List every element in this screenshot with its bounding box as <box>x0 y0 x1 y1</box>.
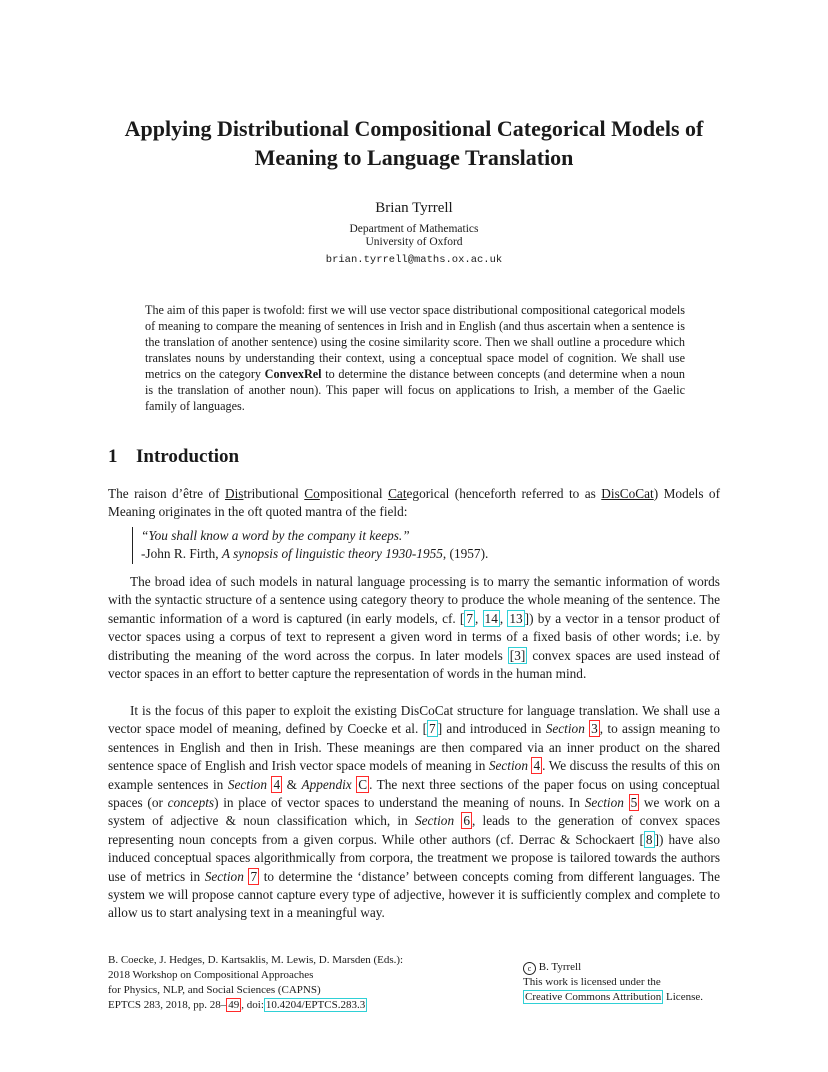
text-run: & <box>282 776 302 792</box>
text-run: ) in place of vector spaces to understand the meaning of nouns. In <box>214 795 585 811</box>
title-line-2: Meaning to Language Translation <box>254 145 574 170</box>
text-run: ) Models of Meaning originates in the oft quoted mantra of the field: <box>108 486 721 520</box>
section-word: Section <box>488 758 528 774</box>
paragraph-2 <box>108 573 720 683</box>
text-run: The broad idea of such models in natural language processing is to marry the semantic information of words with the syntactic structure of a sentence using category theory to produce the whole meaning of the sentence. The semantic information of a word is captured (in early models, cf. [ <box>108 574 720 626</box>
section-ref-link[interactable]: 6 <box>463 813 470 829</box>
license-link[interactable]: Creative Commons Attribution <box>525 991 662 1003</box>
text-run: ]) by a vector in a tensor product of vector spaces using a corpus of text to represent a given word in terms of a fixed basis of other words; i.e. by distributing the meaning of the word across the corpus. In later models <box>108 610 720 663</box>
affiliation <box>0 223 828 249</box>
text-run: , doi: <box>241 999 264 1011</box>
section-heading <box>108 446 239 468</box>
university: University of Oxford <box>365 236 463 248</box>
editors-line: B. Coecke, J. Hedges, D. Kartsaklis, M. Lewis, D. Marsden (Eds.): <box>108 954 404 966</box>
text-run: , leads to the generation of convex spaces representing noun concepts from a given corpus. While other authors (cf. Derrac & Schockaert [ <box>108 813 720 847</box>
section-ref-link[interactable]: 7 <box>250 868 258 884</box>
license-line-2 <box>523 990 763 1005</box>
attr-author: -John R. Firth, <box>141 546 222 562</box>
attr-year: , (1957). <box>442 546 489 562</box>
text-run: to determine the ‘distance’ between concepts coming from different languages. The system we will propose cannot capture every type of adjective, however it is sufficiently complex and complete to allow us to start analysing text in a meaningful way. <box>108 868 720 921</box>
section-ref-link[interactable]: 4 <box>273 776 281 792</box>
text-run: . The next three sections of the paper focus on using conceptual spaces (or <box>108 776 720 811</box>
publication-info <box>108 953 428 1013</box>
text-run: , <box>499 610 508 626</box>
text-run: ] and introduced in <box>437 721 546 737</box>
appendix-word: Appendix <box>301 776 352 792</box>
text-run: we work on a system of adjective & noun classification which, in <box>108 795 721 829</box>
department: Department of Mathematics <box>349 223 479 235</box>
copyright-line <box>523 960 763 975</box>
copyright-icon: c <box>523 962 536 975</box>
quote-text: “You shall know a word by the company it keeps.” <box>141 528 410 543</box>
text-run: EPTCS 283, 2018, pp. 28– <box>108 999 227 1011</box>
section-word: Section <box>414 813 455 829</box>
copyright-holder: B. Tyrrell <box>538 961 582 973</box>
author-email[interactable]: brian.tyrrell@maths.ox.ac.uk <box>325 254 503 266</box>
last-page-link[interactable]: 49 <box>228 999 240 1011</box>
citation-link[interactable]: 8 <box>645 831 653 847</box>
text-run: tributional <box>243 486 305 501</box>
appendix-ref-link[interactable]: C <box>358 776 368 792</box>
paper-title <box>60 114 768 172</box>
quote-attribution <box>141 545 701 563</box>
abstract-part-1: The aim of this paper is twofold: first we will use vector space distributional compositional categorical models of meaning to compare the meaning of sentences in Irish and in English (and thus ascertain when a sentence is the translation of another sentence) using the cosine similarity score. Then we shall outline a procedure which translates nouns by understanding their context, using a conceptual space model of cognition. We shall use metrics on the category <box>145 303 685 381</box>
title-line-1: Applying Distributional Compositional Categorical Models of <box>124 116 704 141</box>
citation-link[interactable]: 14 <box>484 610 498 626</box>
text-run: ]) have also induced conceptual spaces algorithmically from corpora, the treatment we propose is tailored towards the authors use of metrics in <box>108 831 720 884</box>
underlined-discocat: DisCoCat <box>601 486 654 501</box>
text-run: egorical (henceforth referred to as <box>406 486 602 501</box>
text-run: The raison d’être of <box>108 486 225 501</box>
underlined-co: Co <box>304 486 320 501</box>
section-word: Section <box>584 795 624 811</box>
section-ref-link[interactable]: 5 <box>630 795 638 811</box>
eptcs-line <box>108 998 428 1013</box>
citation-link[interactable]: 7 <box>466 610 474 626</box>
abstract-part-2: to determine the distance between concepts (and determine when a noun is the translation of another noun). This paper will focus on applications to Irish, a member of the Gaelic family of languages. <box>145 367 685 413</box>
attr-title: A synopsis of linguistic theory 1930-1955 <box>221 546 443 562</box>
workshop-line: 2018 Workshop on Compositional Approaches <box>108 969 314 981</box>
underlined-dis: Dis <box>224 486 244 501</box>
section-number: 1 <box>108 446 118 467</box>
text-run: License. <box>663 991 703 1003</box>
text-run: It is the focus of this paper to exploit the existing DisCoCat structure for language translation. We shall use a vector space model of meaning, defined by Coecke et al. [ <box>108 703 720 737</box>
text-run: . We discuss the results of this on example sentences in <box>108 758 721 792</box>
abstract-bold-term: ConvexRel <box>264 367 322 381</box>
copyright-block <box>523 960 763 1005</box>
text-run: mpositional <box>319 486 389 501</box>
citation-link[interactable]: 13 <box>509 610 523 626</box>
author-name: Brian Tyrrell <box>375 200 453 216</box>
citation-link[interactable]: 7 <box>429 721 436 737</box>
section-word: Section <box>204 868 244 884</box>
text-run: , to assign meaning to sentences in English and then in Irish. These meanings are then compared via an inner product on the shared sentence space of English and Irish vector space models of meaning in <box>108 721 720 774</box>
license-line-1: This work is licensed under the <box>523 976 661 988</box>
citation-link[interactable]: [3] <box>509 647 526 663</box>
section-word: Section <box>227 776 267 792</box>
doi-link[interactable]: 10.4204/EPTCS.283.3 <box>265 999 366 1011</box>
section-title: Introduction <box>136 446 240 467</box>
underlined-cat: Cat <box>388 486 407 501</box>
text-run: convex spaces are used instead of vector spaces in an effort to better capture the representation of words in the human mind. <box>108 647 720 682</box>
abstract <box>145 302 685 414</box>
paragraph-3 <box>108 702 720 923</box>
workshop-line-2: for Physics, NLP, and Social Sciences (CAPNS) <box>108 984 321 996</box>
section-ref-link[interactable]: 3 <box>591 721 598 737</box>
section-ref-link[interactable]: 4 <box>533 758 541 774</box>
intro-paragraph <box>108 485 720 522</box>
text-run: , <box>475 610 483 626</box>
concepts-word: concepts <box>167 795 215 811</box>
epigraph-quote <box>132 527 701 564</box>
section-word: Section <box>545 721 585 737</box>
